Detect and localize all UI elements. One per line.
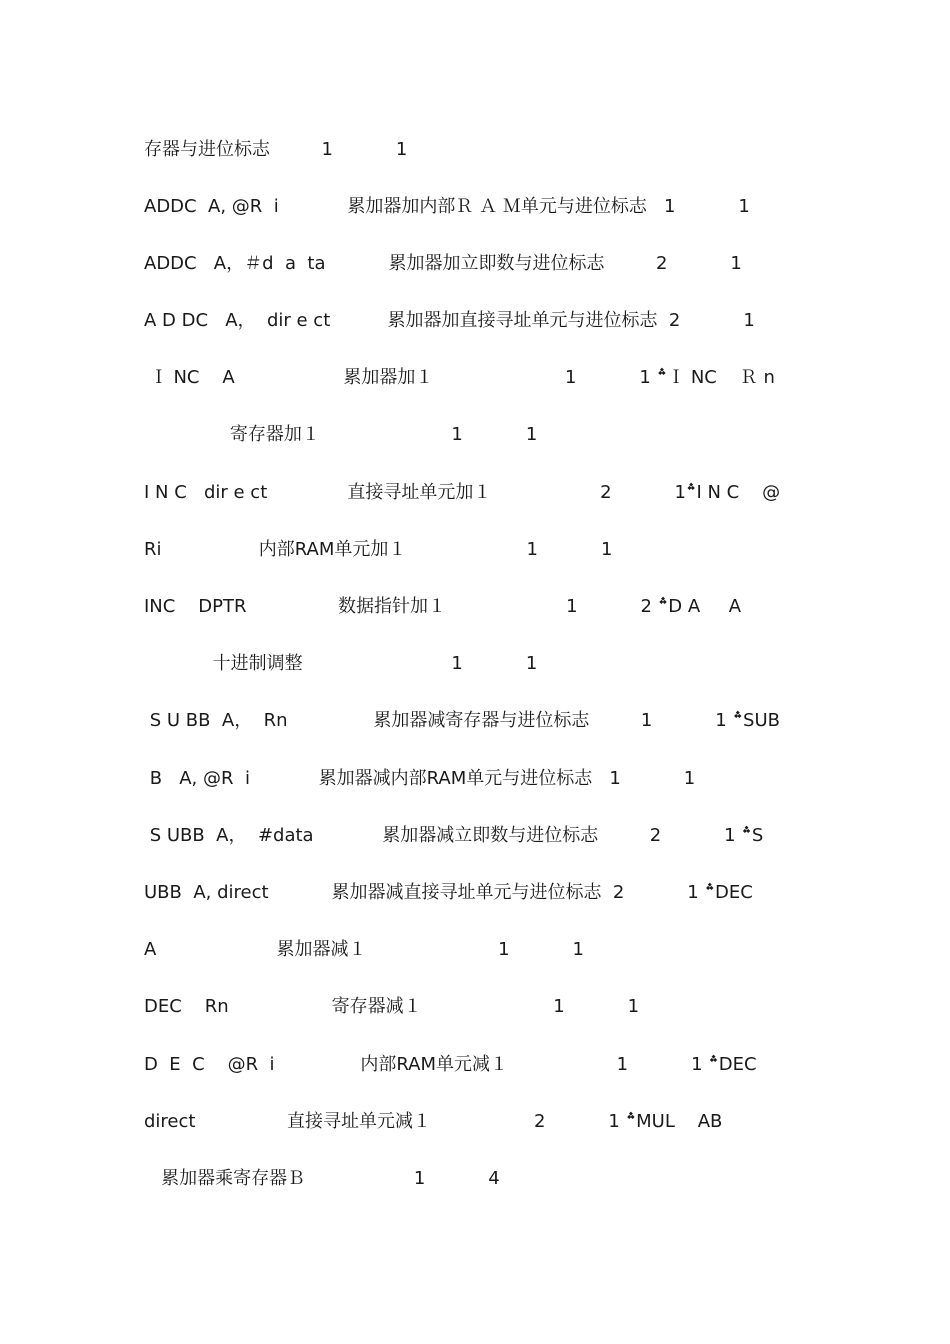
text-line: 十进制调整 1 1 (144, 653, 538, 674)
text-line: UBB A, direct 累加器减直接寻址单元与进位标志 2 1 ؞DEC (144, 882, 753, 903)
text-line: I N C dir e ct 直接寻址单元加１ 2 1؞I N C @ (144, 482, 781, 503)
text-line: A 累加器减１ 1 1 (144, 939, 584, 960)
text-line: direct 直接寻址单元减１ 2 1 ؞MUL AB (144, 1111, 723, 1132)
text-line: 存器与进位标志 1 1 (144, 139, 408, 160)
text-line: DEC Rn 寄存器减１ 1 1 (144, 996, 640, 1017)
text-line: D E C @R i 内部RAM单元减１ 1 1 ؞DEC (144, 1054, 757, 1075)
text-line: Ri 内部RAM单元加１ 1 1 (144, 539, 613, 560)
text-line: A D DC A， dir e ct 累加器加直接寻址单元与进位标志 2 1 (144, 310, 755, 331)
text-line: ADDC A，＃d a ta 累加器加立即数与进位标志 2 1 (144, 253, 742, 274)
text-line: 累加器乘寄存器Ｂ 1 4 (144, 1168, 500, 1189)
text-line: B A, @R i 累加器减内部RAM单元与进位标志 1 1 (144, 768, 696, 789)
text-line: Ｉ NC A 累加器加１ 1 1 ؞Ｉ NC Ｒ n (144, 367, 775, 388)
text-line: 寄存器加１ 1 1 (144, 424, 538, 445)
text-line: INC DPTR 数据指针加１ 1 2 ؞D A A (144, 596, 742, 617)
text-line: S UBB A， #data 累加器减立即数与进位标志 2 1 ؞S (144, 825, 764, 846)
text-line: ADDC A, @R i 累加器加内部Ｒ Ａ Ｍ单元与进位标志 1 1 (144, 196, 750, 217)
text-line: S U BB A， Rn 累加器减寄存器与进位标志 1 1 ؞SUB (144, 710, 780, 731)
